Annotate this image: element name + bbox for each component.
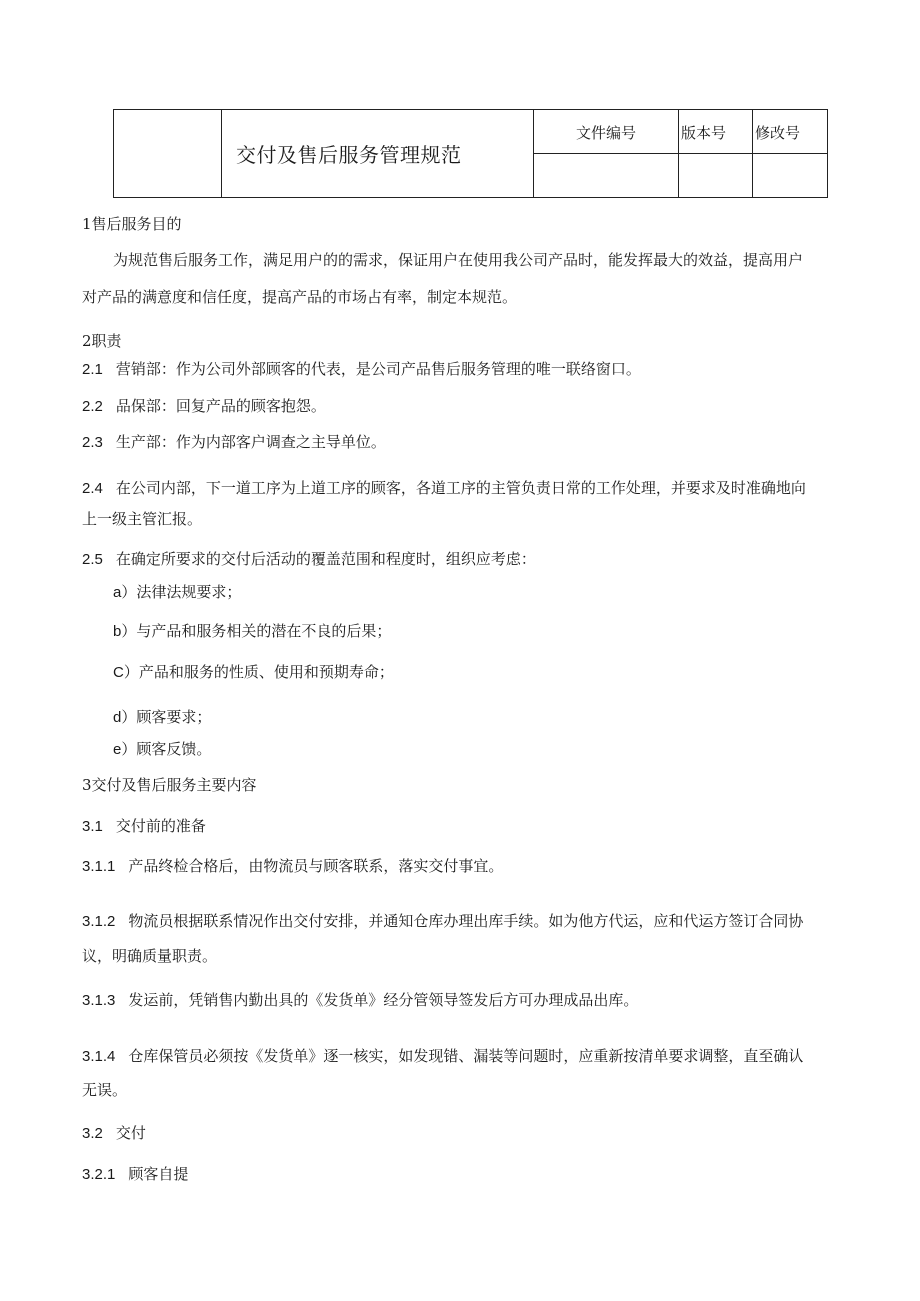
- revision-label: 修改号: [753, 110, 828, 154]
- item-number: 3.1.3: [82, 992, 116, 1009]
- item-number: 2.3: [82, 434, 103, 451]
- document-header-table: [113, 109, 828, 198]
- list-item-2-1: [82, 359, 641, 380]
- list-item-2-2: [82, 396, 326, 417]
- item-text: 品保部：回复产品的顾客抱怨。: [115, 397, 326, 415]
- item-number: 2.4: [82, 480, 103, 497]
- item-number: 3.1.1: [82, 858, 116, 875]
- list-item-2-5: [82, 549, 536, 570]
- item-number: 3.2: [82, 1125, 103, 1142]
- sub-item-b: [113, 621, 391, 642]
- section-heading-1: 1售后服务目的: [82, 215, 182, 233]
- doc-number-value: [534, 154, 679, 198]
- sub-item-text: 与产品和服务相关的潜在不良的后果；: [136, 622, 392, 640]
- logo-cell: [114, 110, 222, 198]
- section-heading-3: 3交付及售后服务主要内容: [82, 776, 257, 794]
- paragraph-line: 议，明确质量职责。: [82, 947, 218, 965]
- sub-item-d: [113, 707, 211, 728]
- list-item-3-1-3: [82, 990, 638, 1011]
- sub-item-e: [113, 739, 211, 760]
- paragraph-line: 为规范售后服务工作，满足用户的的需求，保证用户在使用我公司产品时，能发挥最大的效益，提高用户: [113, 251, 804, 269]
- item-number: 2.2: [82, 398, 103, 415]
- version-value: [679, 154, 753, 198]
- list-item-3-1-4: [82, 1046, 803, 1067]
- list-item-3-1-2: [82, 911, 803, 932]
- item-text: 顾客自提: [128, 1165, 189, 1183]
- item-text: 在确定所要求的交付后活动的覆盖范围和程度时，组织应考虑：: [115, 550, 536, 568]
- item-text: 物流员根据联系情况作出交付安排，并通知仓库办理出库手续。如为他方代运，应和代运方签订合同协: [128, 912, 804, 930]
- item-number: 3.1: [82, 818, 103, 835]
- item-number: 2.5: [82, 551, 103, 568]
- item-text: 交付: [115, 1124, 146, 1142]
- sub-item-text: 法律法规要求；: [136, 583, 242, 601]
- sub-item-label: a）: [113, 584, 137, 601]
- list-item-3-1: [82, 816, 206, 837]
- revision-value: [753, 154, 828, 198]
- section-heading-2: 2职责: [82, 332, 122, 350]
- sub-item-c: [113, 662, 394, 683]
- version-label: 版本号: [679, 110, 753, 154]
- sub-item-text: 顾客要求；: [136, 708, 212, 726]
- paragraph-line: 对产品的满意度和信任度，提高产品的市场占有率，制定本规范。: [82, 288, 518, 306]
- paragraph-line: 上一级主管汇报。: [82, 510, 203, 528]
- list-item-3-2: [82, 1123, 146, 1144]
- doc-number-label: 文件编号: [534, 110, 679, 154]
- sub-item-a: [113, 582, 241, 603]
- sub-item-label: e）: [113, 741, 137, 758]
- item-number: 3.2.1: [82, 1166, 116, 1183]
- sub-item-label: b）: [113, 623, 137, 640]
- item-text: 产品终检合格后，由物流员与顾客联系，落实交付事宜。: [128, 857, 504, 875]
- list-item-2-3: [82, 432, 386, 453]
- list-item-2-4: [82, 478, 806, 499]
- item-text: 仓库保管员必须按《发货单》逐一核实，如发现错、漏装等问题时，应重新按清单要求调整，直至确认: [128, 1047, 804, 1065]
- sub-item-label: d）: [113, 709, 137, 726]
- sub-item-text: 顾客反馈。: [136, 740, 212, 758]
- sub-item-text: 产品和服务的性质、使用和预期寿命；: [138, 663, 394, 681]
- item-text: 在公司内部，下一道工序为上道工序的顾客，各道工序的主管负责日常的工作处理，并要求及时准确地向: [115, 479, 806, 497]
- sub-item-label: C）: [113, 664, 139, 681]
- list-item-3-2-1: [82, 1164, 188, 1185]
- item-text: 营销部：作为公司外部顾客的代表，是公司产品售后服务管理的唯一联络窗口。: [115, 360, 641, 378]
- item-number: 3.1.4: [82, 1048, 116, 1065]
- item-text: 发运前，凭销售内勤出具的《发货单》经分管领导签发后方可办理成品出库。: [128, 991, 639, 1009]
- item-text: 交付前的准备: [115, 817, 206, 835]
- list-item-3-1-1: [82, 856, 503, 877]
- item-text: 生产部：作为内部客户调查之主导单位。: [115, 433, 386, 451]
- paragraph-line: 无误。: [82, 1081, 128, 1099]
- item-number: 3.1.2: [82, 913, 116, 930]
- document-title: 交付及售后服务管理规范: [222, 110, 534, 198]
- item-number: 2.1: [82, 361, 103, 378]
